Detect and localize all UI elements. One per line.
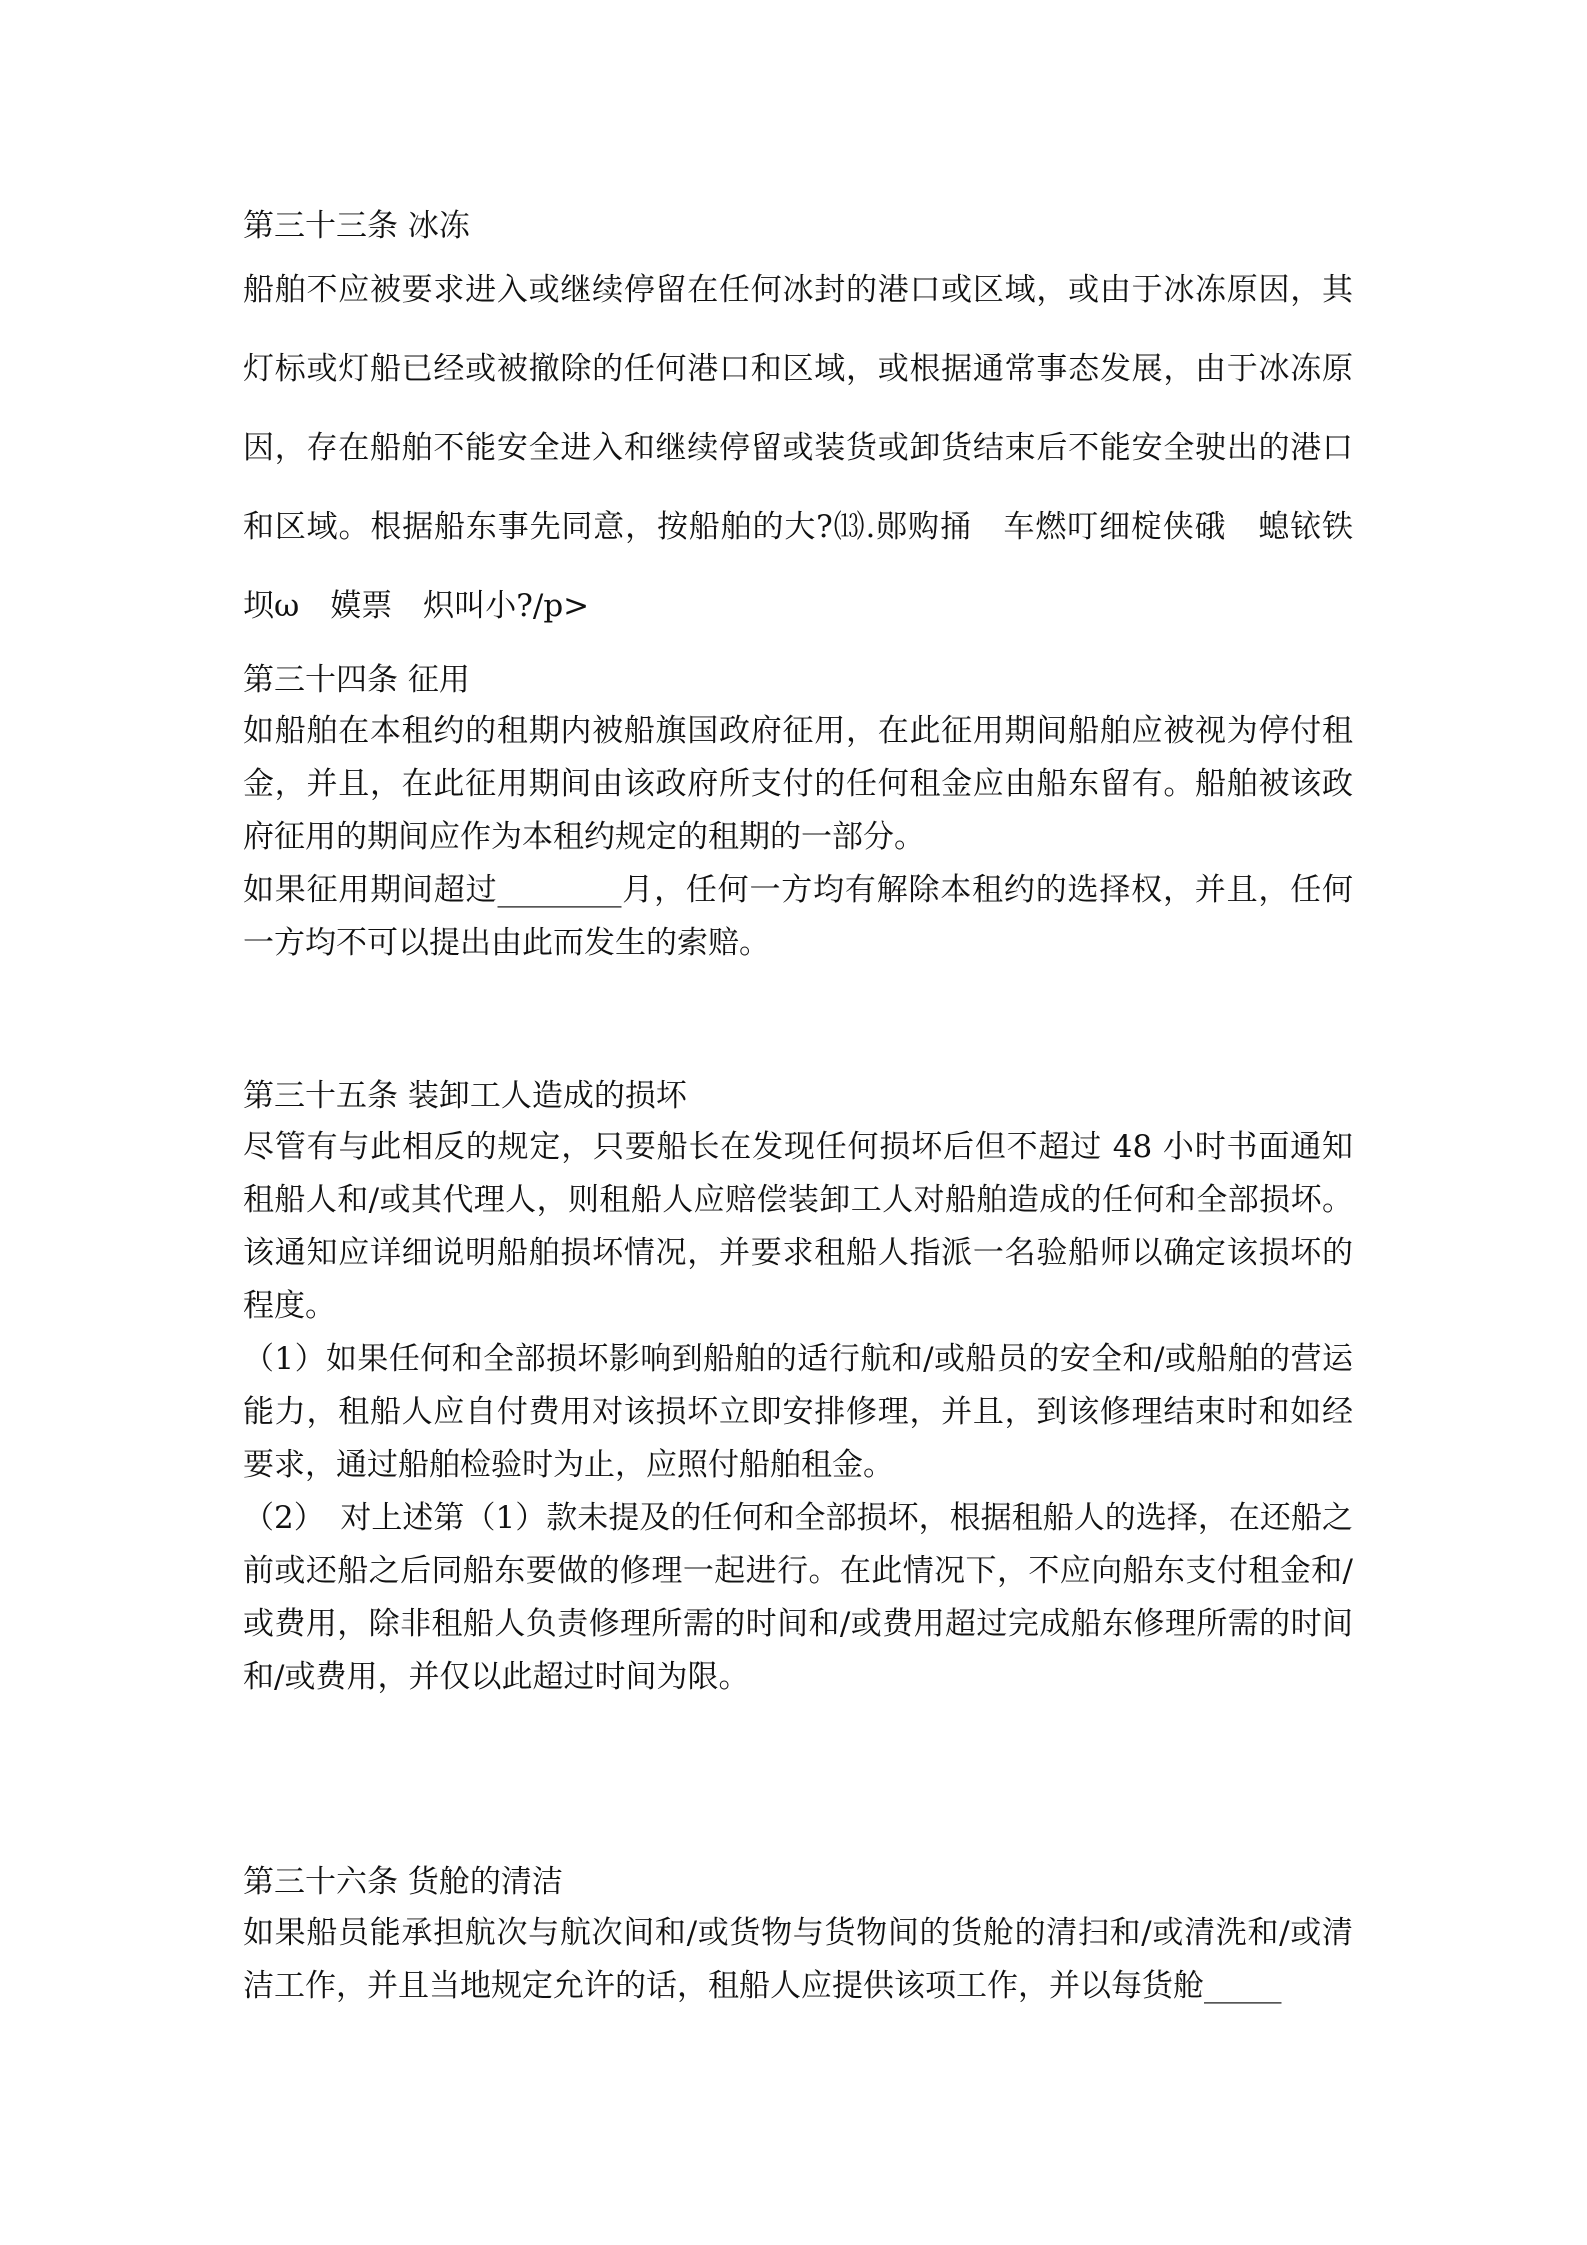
article-paragraph: （1）如果任何和全部损坏影响到船舶的适行航和/或船员的安全和/或船舶的营运能力，租船人应自付费用对该损坏立即安排修理，并且，到该修理结束时和如经要求，通过船舶检验时为止，应照付船舶租金。 xyxy=(243,1341,1353,1483)
article-paragraph: 船舶不应被要求进入或继续停留在任何冰封的港口或区域，或由于冰冻原因，其灯标或灯船已经或被撤除的任何港口和区域，或根据通常事态发展，由于冰冻原因，存在船舶不能安全进入和继续停留或装货或卸货结束后不能安全驶出的港口和区域。根据船东事先同意，按船舶的大?‌⒀.郧购捅 车燃叮细椗侠硪 螅铱铁坝ω 嫫票 炽叫小?/p> xyxy=(243,272,1353,624)
article-paragraph: （2） 对上述第（1）款未提及的任何和全部损坏，根据租船人的选择，在还船之前或还船之后同船东要做的修理一起进行。在此情况下，不应向船东支付租金和/或费用，除非租船人负责修理所需的时间和/或费用超过完成船东修理所需的时间和/或费用，并仅以此超过时间为限。 xyxy=(243,1500,1353,1695)
article-34-requisition xyxy=(243,655,1353,970)
article-heading: 第三十五条 装卸工人造成的损坏 xyxy=(243,1078,687,1114)
article-paragraph: 如船舶在本租约的租期内被船旗国政府征用，在此征用期间船舶应被视为停付租金，并且，在此征用期间由该政府所支付的任何租金应由船东留有。船舶被该政府征用的期间应作为本租约规定的租期的一部分。 xyxy=(243,713,1353,855)
article-paragraph: 如果船员能承担航次与航次间和/或货物与货物间的货舱的清扫和/或清洗和/或清洁工作，并且当地规定允许的话，租船人应提供该项工作，并以每货舱_____ xyxy=(243,1915,1353,2004)
article-36-hold-cleaning xyxy=(243,1857,1353,2013)
article-33-ice xyxy=(243,201,1353,646)
article-heading: 第三十三条 冰冻 xyxy=(243,208,470,244)
article-paragraph: 尽管有与此相反的规定，只要船长在发现任何损坏后但不超过 48 小时书面通知租船人和/或其代理人，则租船人应赔偿装卸工人对船舶造成的任何和全部损坏。该通知应详细说明船舶损坏情况，并要求租船人指派一名验船师以确定该损坏的程度。 xyxy=(243,1129,1353,1324)
article-heading: 第三十六条 货舱的清洁 xyxy=(243,1864,563,1900)
article-paragraph: 如果征用期间超过________月，任何一方均有解除本租约的选择权，并且，任何一方均不可以提出由此而发生的索赔。 xyxy=(243,872,1353,961)
article-35-stevedore-damage xyxy=(243,1071,1353,1704)
document-page xyxy=(243,0,1353,2245)
article-heading: 第三十四条 征用 xyxy=(243,662,470,698)
